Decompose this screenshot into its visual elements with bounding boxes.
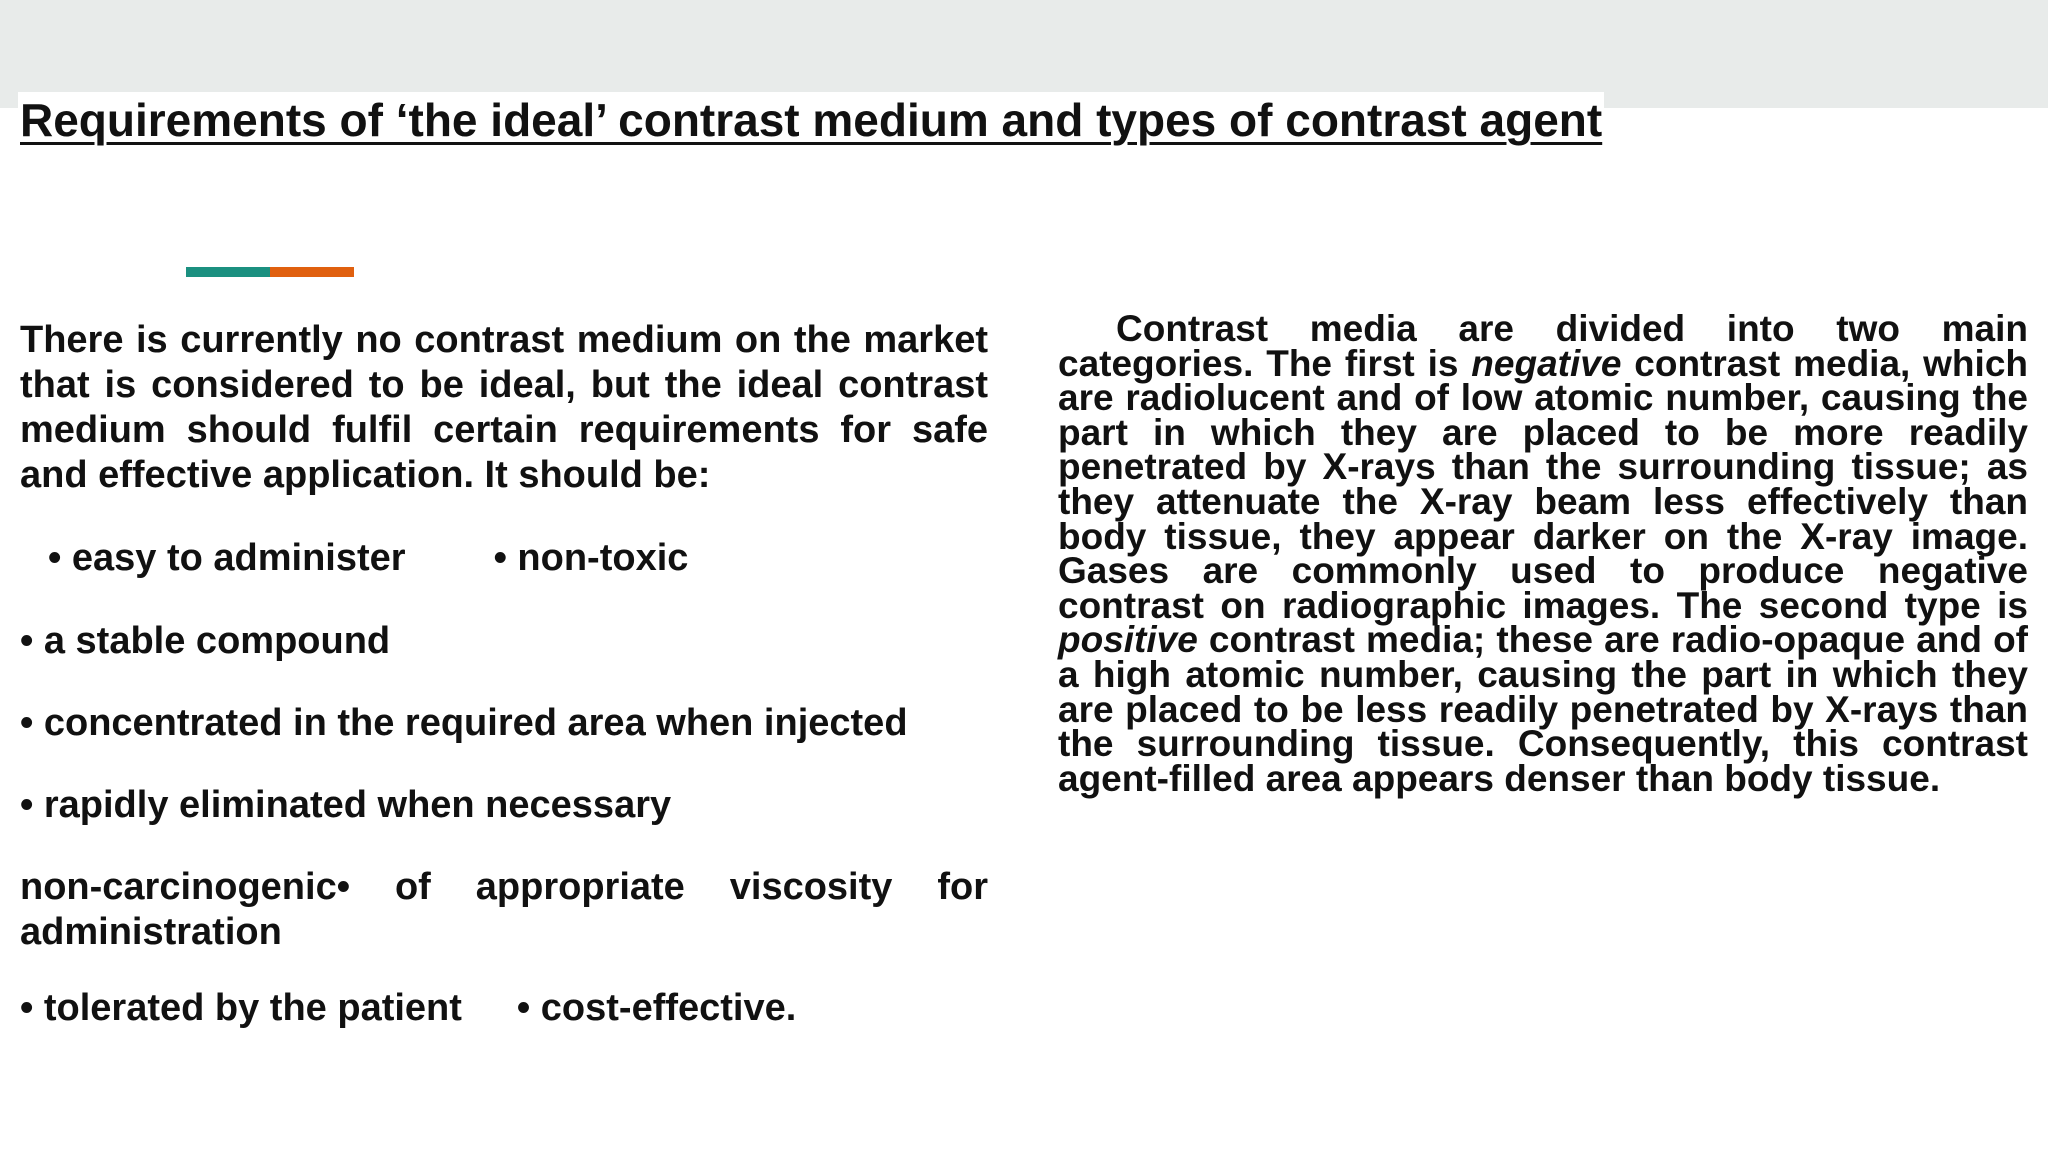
- requirement-non-carcinogenic-viscosity: non-carcinogenic• of appropriate viscosity for administration: [20, 866, 988, 953]
- negative-term: negative: [1471, 342, 1622, 384]
- title-container: [18, 92, 1604, 154]
- contrast-types-paragraph: [1058, 308, 2028, 799]
- requirements-column: [20, 318, 988, 1029]
- requirement-stable-compound: • a stable compound: [20, 620, 391, 662]
- requirements-row-1: [48, 536, 688, 581]
- requirement-cost-effective: • cost-effective.: [516, 987, 797, 1029]
- slide-title: Requirements of ‘the ideal’ contrast medium and types of contrast agent: [20, 94, 1603, 146]
- accent-bar-orange: [270, 267, 354, 277]
- contrast-types-column: [1058, 308, 2028, 799]
- contrast-text-part-1: Contrast media are divided into two main categories. The first is: [1058, 308, 2028, 384]
- requirement-non-toxic: • non-toxic: [493, 537, 689, 579]
- positive-term: positive: [1058, 619, 1198, 661]
- requirement-tolerated: • tolerated by the patient: [20, 987, 462, 1029]
- requirement-rapidly-eliminated: • rapidly eliminated when necessary: [20, 784, 672, 826]
- requirement-concentrated: • concentrated in the required area when injected: [20, 702, 908, 744]
- contrast-text-part-3: contrast media; these are radio-opaque and of a high atomic number, causing the part in which they are placed to be less readily penetrated by X-rays than the surrounding tissue. Consequently, this contrast agent-filled area appears denser than body tissue.: [1058, 619, 2028, 799]
- accent-bar-teal: [186, 267, 270, 277]
- requirement-easy-to-administer: • easy to administer: [48, 537, 406, 579]
- requirements-intro: There is currently no contrast medium on the market that is considered to be ideal, but the ideal contrast medium should fulfil certain requirements for safe and effective application. It should be:: [20, 319, 988, 496]
- requirements-row-6: [20, 986, 796, 1031]
- contrast-text-part-2: contrast media, which are radiolucent and of low atomic number, causing the part in which they are placed to be more readily penetrated by X-rays than the surrounding tissue; as they attenuate the X-ray beam less effectively than body tissue, they appear darker on the X-ray image. Gases are commonly used to produce negative contrast on radiographic images. The second type is: [1058, 342, 2028, 626]
